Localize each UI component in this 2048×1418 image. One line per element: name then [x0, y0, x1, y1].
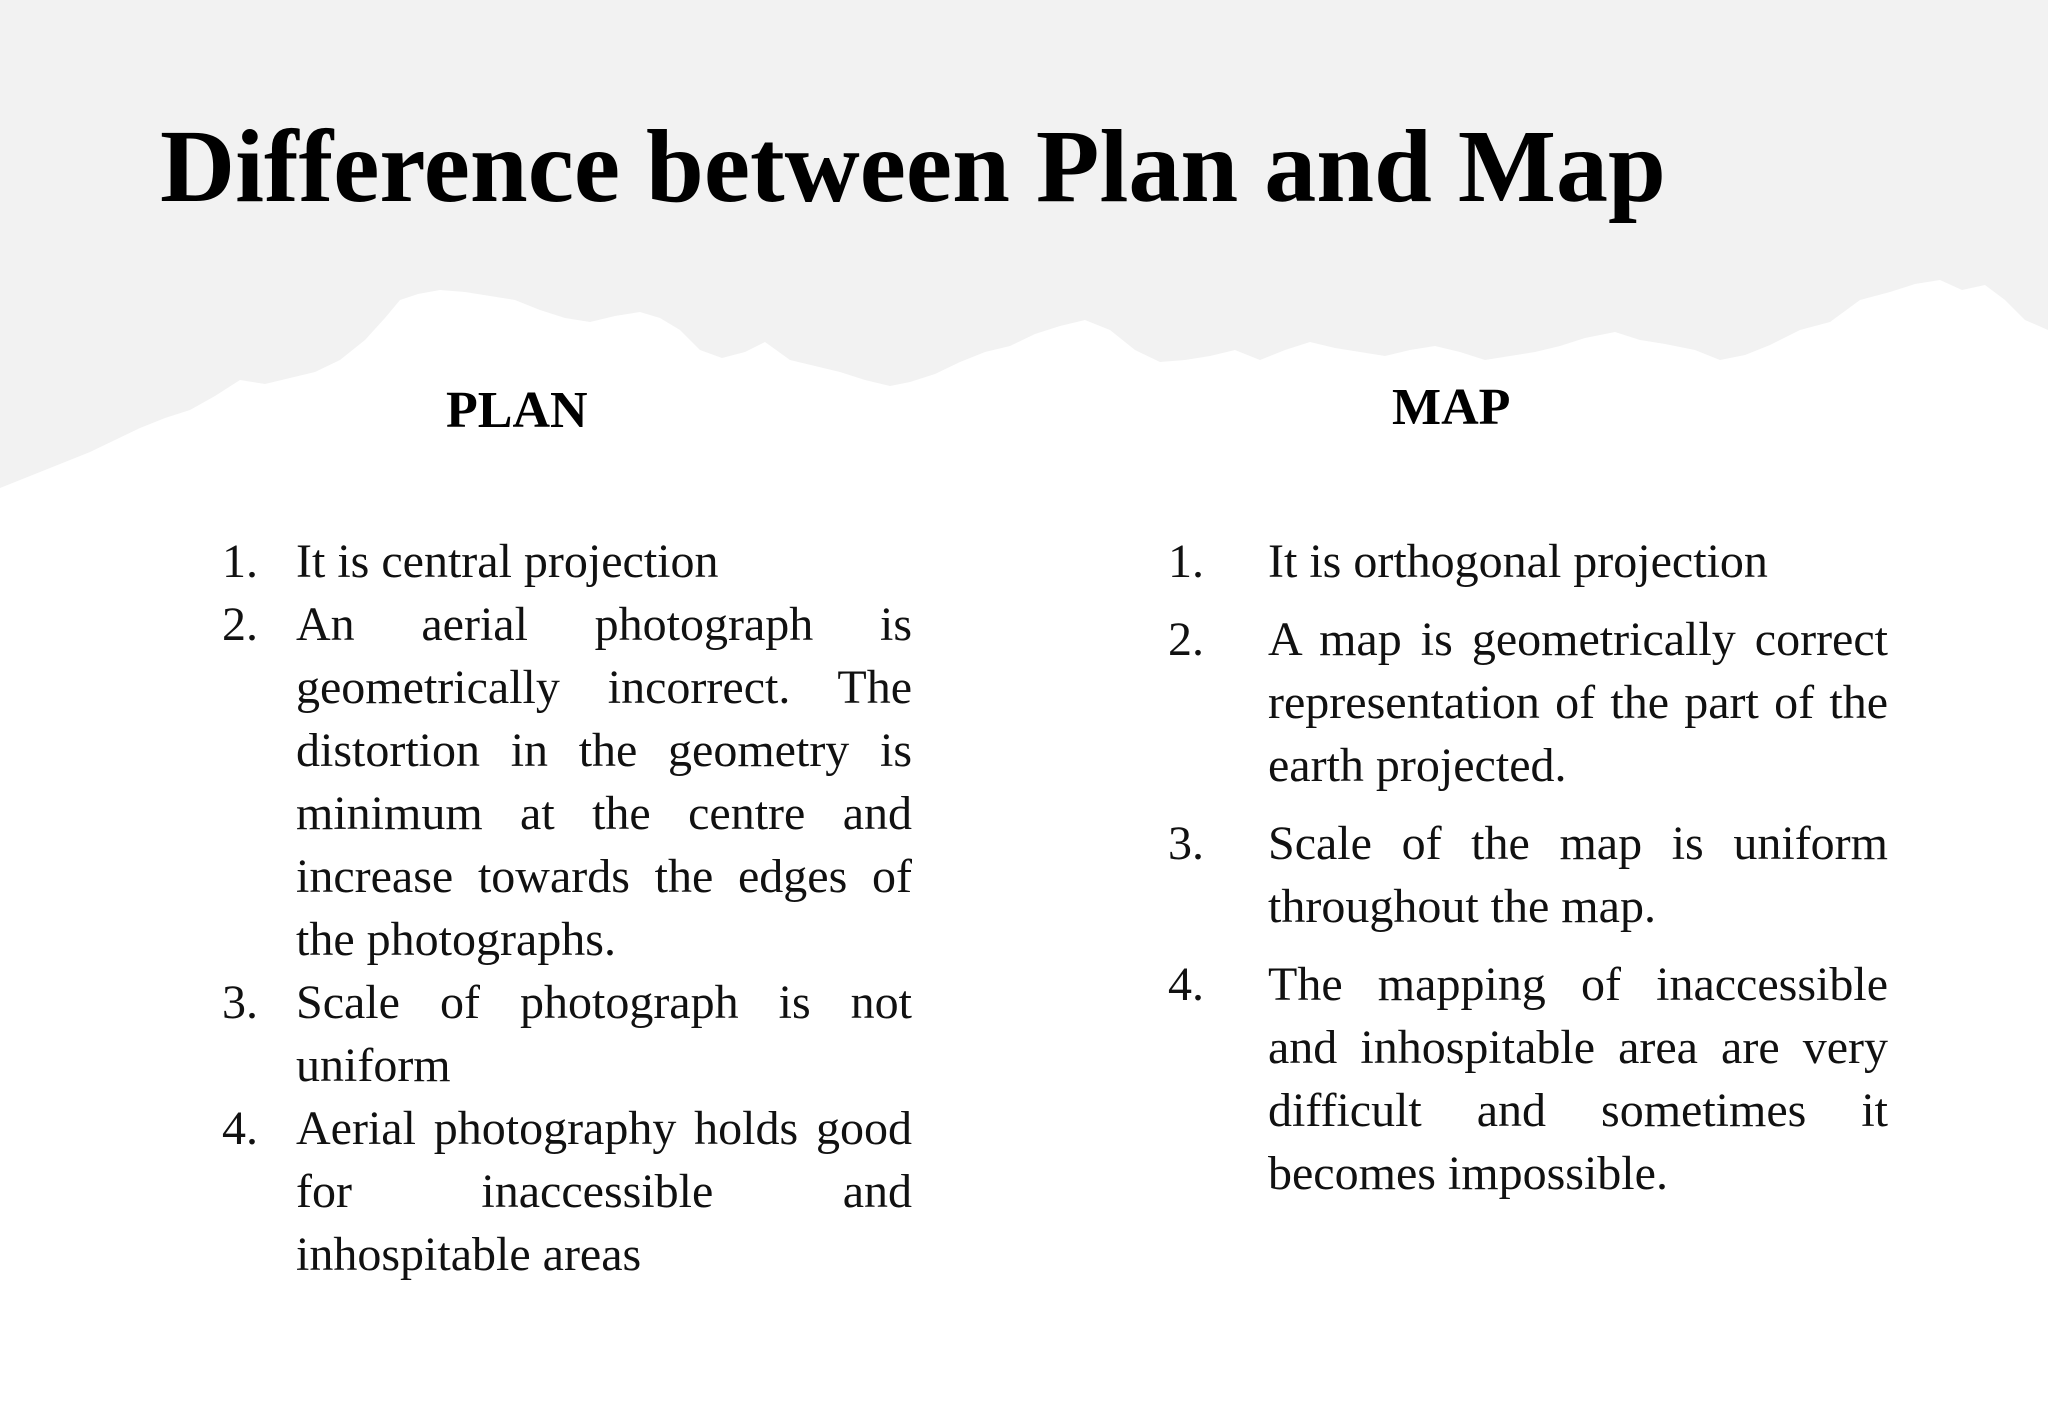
plan-heading: PLAN — [446, 382, 588, 439]
map-list-item — [1168, 530, 1888, 593]
map-item-number: 2. — [1168, 613, 1204, 666]
map-item-text: Scale of the map is uniform throughout the map. — [1268, 817, 1888, 933]
plan-item-text: An aerial photograph is geometrically incorrect. The distortion in the geometry is minimum at the centre and increase towards the edges of the photographs. — [296, 598, 912, 966]
map-item-number: 4. — [1168, 958, 1204, 1011]
plan-item-number: 2. — [222, 598, 258, 651]
plan-item-number: 4. — [222, 1102, 258, 1155]
map-item-text: A map is geometrically correct representation of the part of the earth projected. — [1268, 613, 1888, 792]
plan-list-item — [222, 593, 912, 971]
plan-item-number: 3. — [222, 976, 258, 1029]
map-item-text: The mapping of inaccessible and inhospitable area are very difficult and sometimes it becomes impossible. — [1268, 958, 1888, 1200]
plan-item-text: Aerial photography holds good for inaccessible and inhospitable areas — [296, 1102, 912, 1281]
plan-item-text: It is central projection — [296, 535, 719, 588]
map-item-number: 1. — [1168, 535, 1204, 588]
map-item-number: 3. — [1168, 817, 1204, 870]
plan-item-number: 1. — [222, 535, 258, 588]
plan-list-item — [222, 1097, 912, 1286]
plan-list-item — [222, 971, 912, 1097]
map-item-text: It is orthogonal projection — [1268, 535, 1768, 588]
map-list-item — [1168, 608, 1888, 797]
map-list-item — [1168, 812, 1888, 938]
map-heading: MAP — [1392, 379, 1511, 436]
map-list-item — [1168, 953, 1888, 1205]
plan-list-item — [222, 530, 912, 593]
plan-item-text: Scale of photograph is not uniform — [296, 976, 912, 1092]
slide-title: Difference between Plan and Map — [160, 109, 1666, 224]
plan-list — [222, 530, 912, 1286]
mountain-silhouette — [0, 0, 2048, 488]
map-list — [1168, 530, 1888, 1220]
